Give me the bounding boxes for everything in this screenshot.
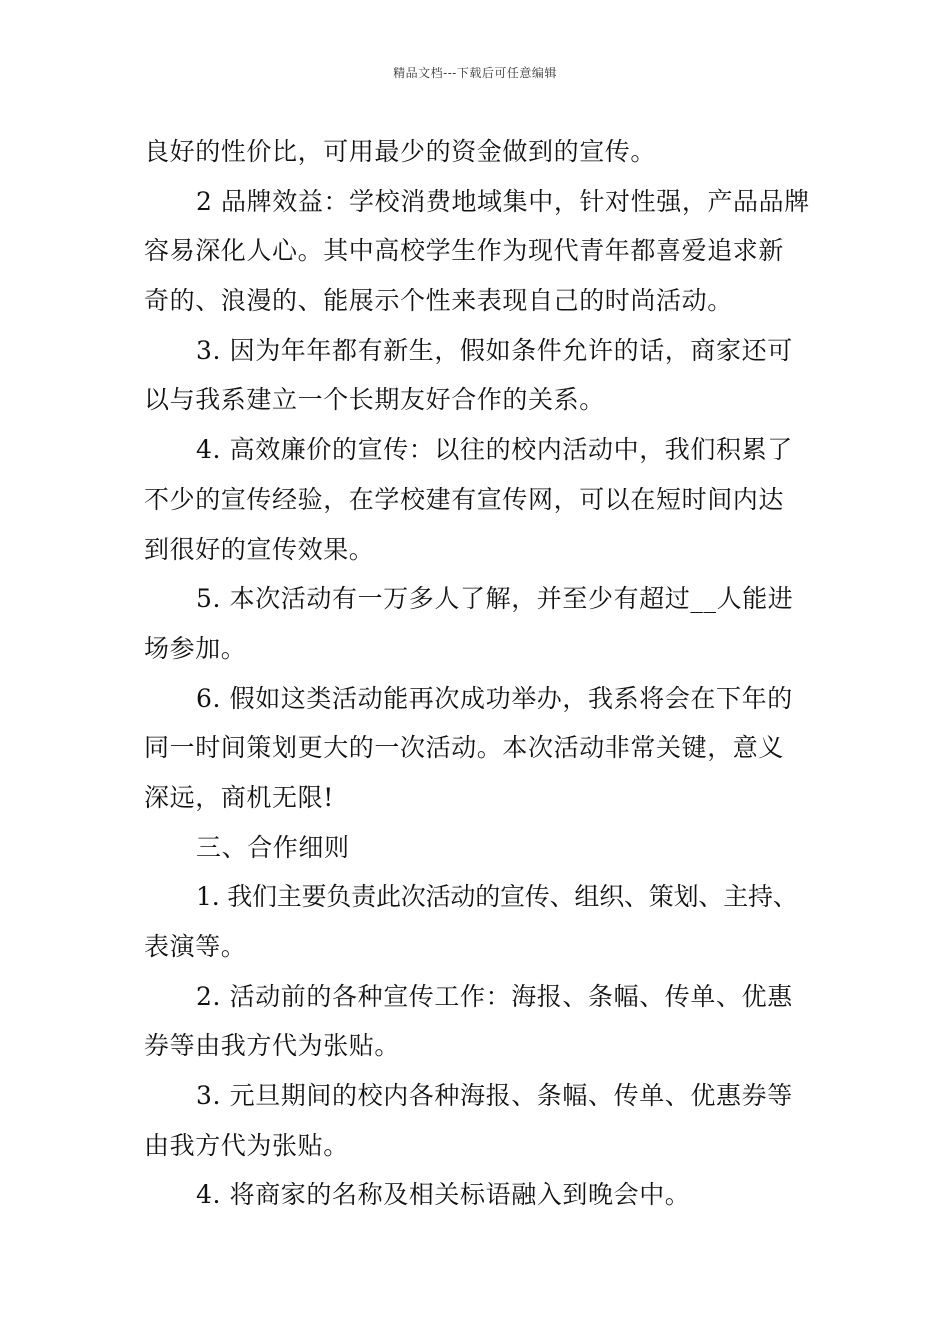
text-line: 3. 元旦期间的校内各种海报、条幅、传单、优惠券等 (196, 1081, 793, 1111)
section-heading: 三、合作细则 (196, 832, 350, 862)
text-line: 不少的宣传经验，在学校建有宣传网，可以在短时间内达 (144, 484, 785, 514)
text-line: 3. 因为年年都有新生，假如条件允许的话，商家还可 (196, 335, 793, 365)
text-line: 表演等。 (144, 932, 247, 961)
text-line: 以与我系建立一个长期友好合作的关系。 (144, 385, 605, 415)
text-line: 深远，商机无限! (144, 782, 334, 812)
page-header: 精品文档---下载后可任意编辑 (393, 66, 557, 80)
text-line: 场参加。 (144, 633, 247, 663)
text-line: 由我方代为张贴。 (144, 1130, 349, 1160)
text-line: 2 品牌效益：学校消费地域集中，针对性强，产品品牌 (196, 186, 810, 216)
text-line: 4. 高效廉价的宣传：以往的校内活动中，我们积累了 (196, 435, 793, 465)
text-line: 1. 我们主要负责此次活动的宣传、组织、策划、主持、 (196, 882, 798, 912)
text-line: 容易深化人心。其中高校学生作为现代青年都喜爱追求新 (144, 236, 785, 266)
document-body (144, 127, 824, 1220)
text-line: 到很好的宣传效果。 (144, 534, 375, 564)
text-line: 4. 将商家的名称及相关标语融入到晚会中。 (196, 1180, 691, 1210)
text-line: 5. 本次活动有一万多人了解，并至少有超过__人能进 (196, 584, 794, 614)
text-line: 券等由我方代为张贴。 (144, 1031, 401, 1061)
text-line: 2. 活动前的各种宣传工作：海报、条幅、传单、优惠 (196, 981, 793, 1011)
text-line: 良好的性价比，可用最少的资金做到的宣传。 (144, 137, 657, 166)
text-line: 奇的、浪漫的、能展示个性来表现自己的时尚活动。 (144, 286, 733, 316)
text-line: 同一时间策划更大的一次活动。本次活动非常关键，意义 (144, 733, 785, 763)
text-line: 6. 假如这类活动能再次成功举办，我系将会在下年的 (196, 683, 793, 713)
